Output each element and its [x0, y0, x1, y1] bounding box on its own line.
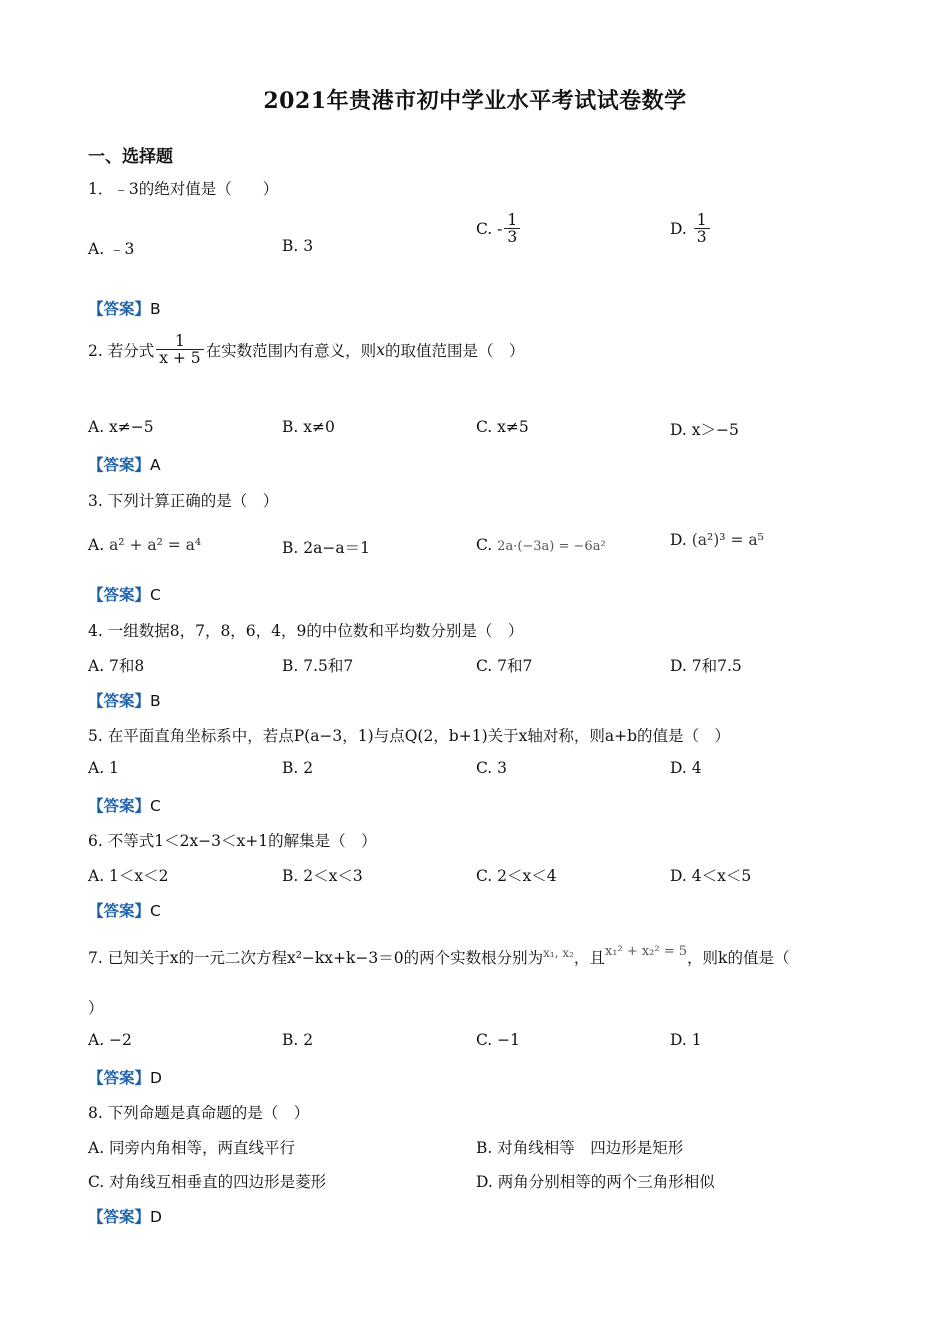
- question-3-answer: [88, 583, 161, 605]
- answer-value: D: [150, 1208, 162, 1226]
- question-8-option-a: A. 同旁内角相等，两直线平行: [88, 1139, 296, 1157]
- stem-text: 在实数范围内有意义，则: [205, 341, 377, 360]
- option-label: C. -: [476, 219, 503, 238]
- question-4-option-d: D. 7和7.5: [670, 657, 742, 675]
- question-8-answer: [88, 1205, 162, 1227]
- section-heading: 一、选择题: [88, 147, 173, 167]
- answer-value: B: [150, 692, 161, 710]
- stem-text: ，则k的值是（: [687, 949, 790, 967]
- question-4-option-c: C. 7和7: [476, 657, 533, 675]
- question-4-option-b: B. 7.5和7: [282, 657, 354, 675]
- fraction: [694, 212, 710, 246]
- question-1-stem: 1．﹣3的绝对值是（ ）: [88, 180, 279, 198]
- answer-label: 【答案】: [88, 797, 151, 815]
- option-label: D.: [670, 219, 687, 238]
- answer-label: 【答案】: [88, 586, 151, 604]
- answer-value: C: [150, 586, 161, 604]
- option-label: C.: [476, 536, 493, 554]
- answer-label: 【答案】: [88, 300, 151, 318]
- question-7-stem-wrap: ）: [88, 999, 104, 1017]
- option-formula: a² + a² = a⁴: [109, 536, 202, 554]
- question-4-stem: 4. 一组数据8，7，8，6，4，9的中位数和平均数分别是（ ）: [88, 622, 524, 640]
- fraction: [156, 333, 203, 367]
- question-5-answer: [88, 794, 161, 816]
- option-formula: (a²)³ = a⁵: [691, 531, 764, 549]
- question-5-option-d: D. 4: [670, 759, 702, 777]
- answer-label: 【答案】: [88, 456, 151, 474]
- question-5-option-a: A. 1: [88, 759, 119, 777]
- question-6-answer: [88, 899, 161, 921]
- question-1-option-c: [476, 212, 522, 246]
- question-7-option-d: D. 1: [670, 1031, 702, 1049]
- answer-value: C: [150, 902, 161, 920]
- page-title: 2021年贵港市初中学业水平考试试卷数学: [263, 88, 687, 114]
- stem-text: 的取值范围是（ ）: [384, 341, 525, 360]
- question-2-answer: [88, 453, 161, 475]
- question-3-option-b: B. 2a−a＝1: [282, 539, 370, 557]
- fraction-denominator: x + 5: [156, 349, 203, 366]
- fraction-denominator: 3: [504, 228, 520, 245]
- question-8-option-c: C. 对角线互相垂直的四边形是菱形: [88, 1173, 327, 1191]
- question-7-option-b: B. 2: [282, 1031, 314, 1049]
- stem-variable: x: [376, 340, 385, 359]
- question-7-answer: [88, 1066, 162, 1088]
- answer-value: B: [150, 300, 161, 318]
- question-1-option-b: B. 3: [282, 237, 314, 255]
- stem-text: ，且: [573, 949, 605, 967]
- question-2-stem: [88, 333, 524, 367]
- question-5-stem: 5. 在平面直角坐标系中，若点P(a−3，1)与点Q(2，b+1)关于x轴对称，则a+b的值是（ ）: [88, 727, 731, 745]
- answer-label: 【答案】: [88, 1069, 151, 1087]
- question-6-option-b: B. 2＜x＜3: [282, 867, 363, 885]
- question-1-option-d: [670, 212, 712, 246]
- question-3-option-a: [88, 536, 201, 554]
- question-6-option-d: D. 4＜x＜5: [670, 867, 752, 885]
- question-3-stem: 3. 下列计算正确的是（ ）: [88, 492, 279, 510]
- stem-text: 2. 若分式: [88, 341, 155, 360]
- question-8-stem: 8. 下列命题是真命题的是（ ）: [88, 1104, 310, 1122]
- question-3-option-c: [476, 536, 606, 554]
- option-label: D.: [670, 531, 687, 549]
- roots-formula: x₁, x₂: [543, 946, 574, 960]
- fraction-numerator: 1: [696, 211, 707, 229]
- fraction: [504, 212, 520, 246]
- question-5-option-b: B. 2: [282, 759, 314, 777]
- question-2-option-b: B. x≠0: [282, 418, 335, 436]
- answer-value: C: [150, 797, 161, 815]
- fraction-numerator: 1: [507, 211, 518, 229]
- answer-label: 【答案】: [88, 1208, 151, 1226]
- answer-value: A: [150, 456, 161, 474]
- option-formula: 2a·(−3a) = −6a²: [497, 539, 606, 554]
- question-7-stem: [88, 946, 789, 968]
- question-5-option-c: C. 3: [476, 759, 508, 777]
- question-1-option-a: A. ﹣3: [88, 240, 135, 258]
- question-2-option-c: C. x≠5: [476, 418, 529, 436]
- question-7-option-a: A. −2: [88, 1031, 132, 1049]
- question-4-answer: [88, 689, 161, 711]
- question-2-option-a: A. x≠−5: [88, 418, 154, 436]
- question-7-option-c: C. −1: [476, 1031, 521, 1049]
- question-2-option-d: D. x＞−5: [670, 421, 739, 439]
- question-8-option-d: D. 两角分别相等的两个三角形相似: [476, 1173, 715, 1191]
- answer-label: 【答案】: [88, 902, 151, 920]
- stem-text: 7. 已知关于x的一元二次方程x²−kx+k−3＝0的两个实数根分别为: [88, 949, 544, 967]
- question-3-option-d: [670, 531, 764, 549]
- question-8-option-b: B. 对角线相等 四边形是矩形: [476, 1139, 684, 1157]
- option-label: A.: [88, 536, 105, 554]
- answer-value: D: [150, 1069, 162, 1087]
- question-6-option-c: C. 2＜x＜4: [476, 867, 557, 885]
- answer-label: 【答案】: [88, 692, 151, 710]
- question-6-stem: 6. 不等式1＜2x−3＜x+1的解集是（ ）: [88, 832, 377, 850]
- condition-formula: x₁² + x₂² = 5: [604, 944, 688, 959]
- question-1-answer: [88, 297, 161, 319]
- fraction-numerator: 1: [175, 332, 185, 350]
- question-6-option-a: A. 1＜x＜2: [88, 867, 169, 885]
- question-4-option-a: A. 7和8: [88, 657, 145, 675]
- fraction-denominator: 3: [694, 228, 710, 245]
